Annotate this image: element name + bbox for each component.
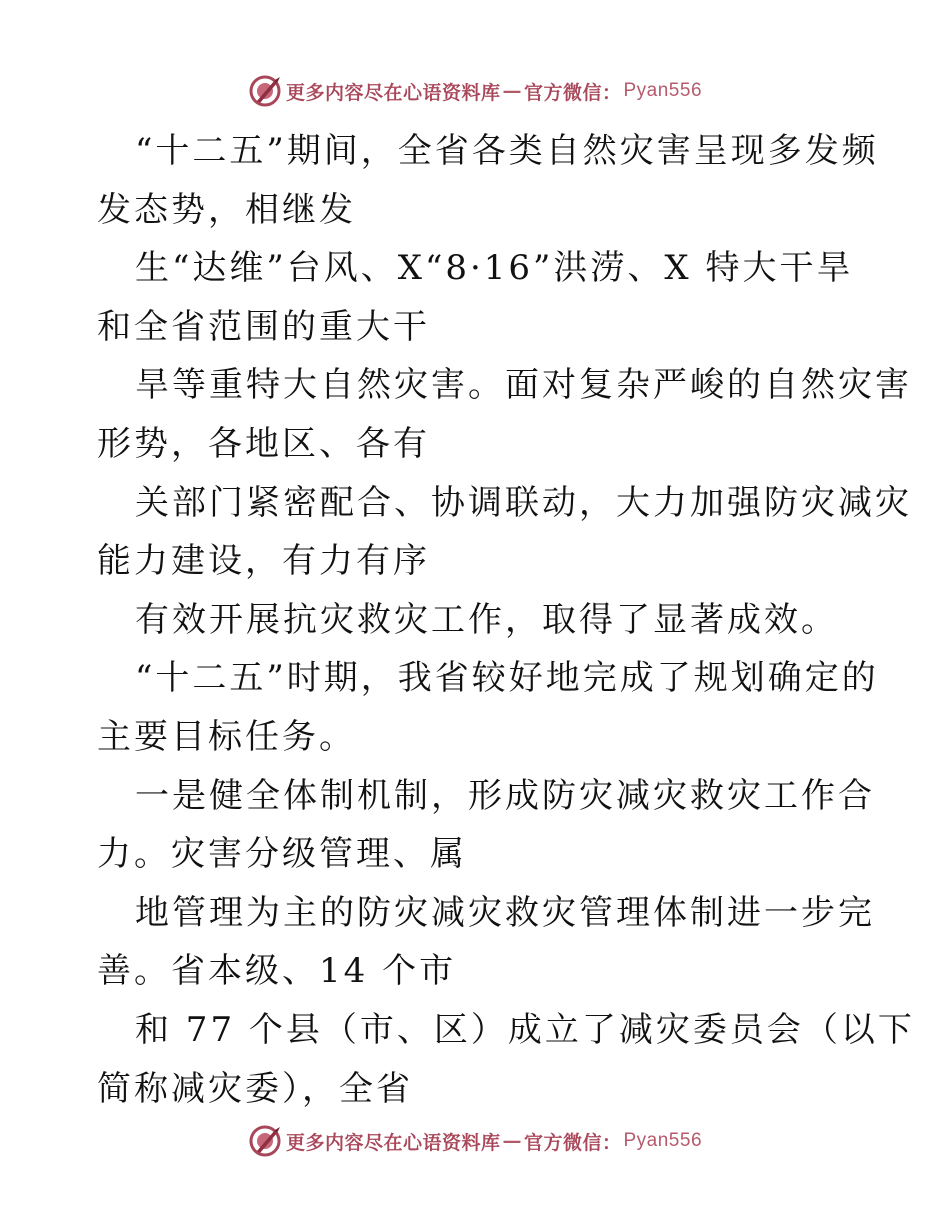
banner-main-text: 更多内容尽在心语资料库	[285, 81, 501, 104]
banner-handle: Pyan556	[623, 1130, 703, 1151]
header-watermark-banner	[0, 71, 950, 111]
text-line: 力。灾害分级管理、属	[97, 834, 467, 875]
text-line: 能力建设，有力有序	[97, 541, 430, 582]
footer-watermark-banner	[0, 1121, 950, 1161]
document-body	[97, 122, 915, 1118]
quill-seal-icon	[248, 74, 282, 108]
text-line: 生“达维”台风、X“8·16”洪涝、X 特大干旱	[135, 248, 854, 289]
text-line: 关部门紧密配合、协调联动，大力加强防灾减灾	[135, 482, 912, 523]
text-line: 和 77 个县（市、区）成立了减灾委员会（以下	[135, 1009, 915, 1050]
banner-handle: Pyan556	[623, 80, 703, 101]
banner-separator: —	[502, 1130, 522, 1152]
banner-label: 官方微信：	[523, 81, 622, 104]
text-line: 形势，各地区、各有	[97, 423, 430, 464]
banner-separator: —	[502, 80, 522, 102]
text-line: “十二五”时期，我省较好地完成了规划确定的	[135, 658, 879, 699]
text-line: 和全省范围的重大干	[97, 306, 430, 347]
text-line: 简称减灾委），全省	[97, 1068, 413, 1109]
text-line: 主要目标任务。	[97, 716, 356, 757]
quill-seal-icon	[248, 1124, 282, 1158]
text-line: 地管理为主的防灾减灾救灾管理体制进一步完	[135, 892, 875, 933]
text-line: 发态势，相继发	[97, 189, 356, 230]
banner-main-text: 更多内容尽在心语资料库	[285, 1131, 501, 1154]
text-line: “十二五”期间，全省各类自然灾害呈现多发频	[135, 131, 879, 171]
text-line: 有效开展抗灾救灾工作，取得了显著成效。	[135, 599, 838, 640]
banner-label: 官方微信：	[523, 1131, 622, 1154]
text-line: 一是健全体制机制，形成防灾减灾救灾工作合	[135, 775, 875, 816]
text-line: 旱等重特大自然灾害。面对复杂严峻的自然灾害	[135, 365, 912, 406]
text-line: 善。省本级、14 个市	[97, 951, 457, 992]
